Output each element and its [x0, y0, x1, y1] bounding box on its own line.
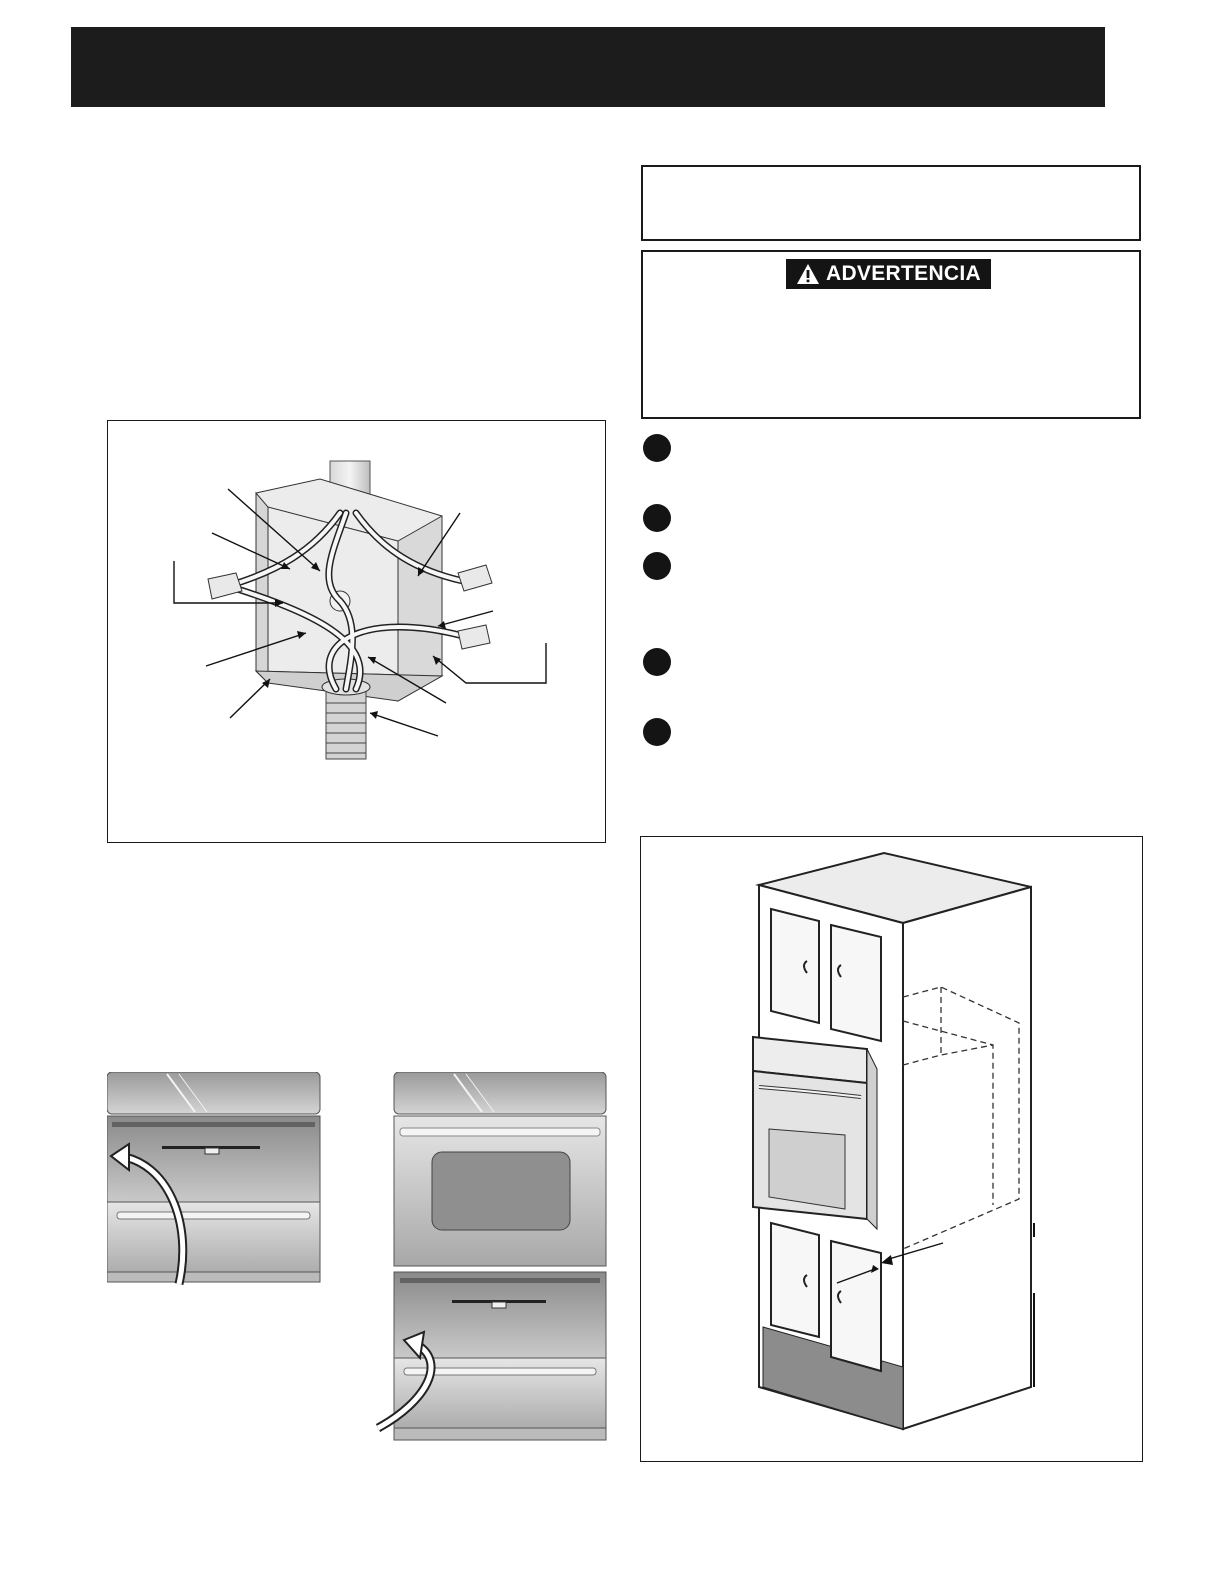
junction-box-wiring-illustration: [108, 421, 605, 842]
double-oven-figure: [376, 1072, 608, 1444]
cabinet-figure: [640, 836, 1143, 1462]
step-bullet-1: [643, 434, 671, 462]
step-bullet-2: [643, 504, 671, 532]
double-oven-door-open-illustration: [376, 1072, 608, 1444]
step-bullet-4: [643, 648, 671, 676]
oven-cabinet-installation-illustration: [641, 837, 1142, 1461]
step-bullet-5: [643, 718, 671, 746]
step-bullet-3: [643, 552, 671, 580]
single-oven-figure: [107, 1072, 321, 1290]
junction-box-figure: [107, 420, 606, 843]
warning-label: ADVERTENCIA: [826, 262, 981, 285]
note-box: [641, 165, 1141, 241]
page-header-bar: [71, 27, 1105, 107]
single-oven-door-open-illustration: [107, 1072, 321, 1290]
warning-badge: [786, 259, 991, 289]
warning-triangle-icon: [796, 263, 820, 285]
